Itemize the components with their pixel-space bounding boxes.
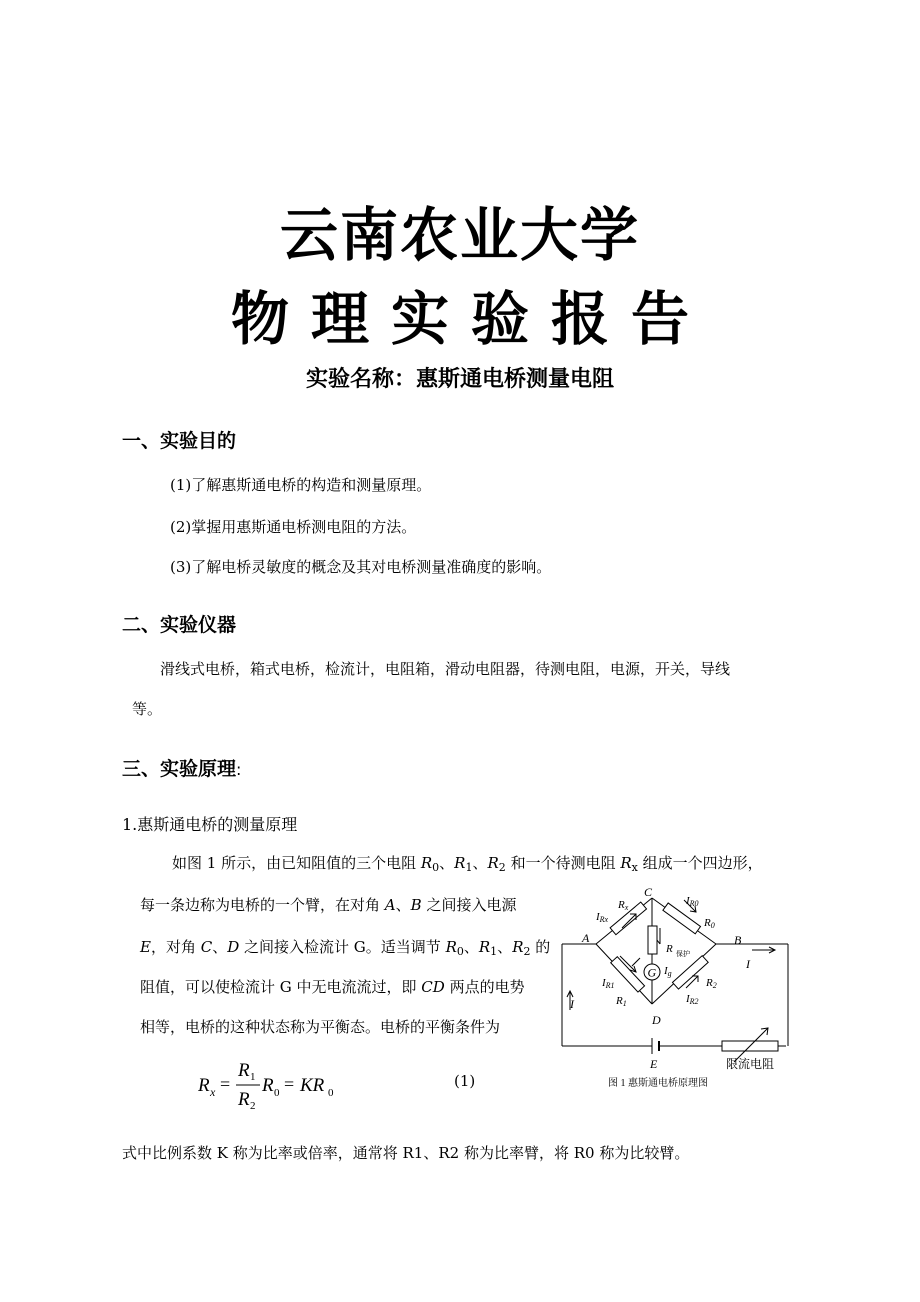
balance-equation xyxy=(198,1058,358,1110)
principle-line-4: 阻值，可以使检流计 G 中无电流流过，即 CD 两点的电势 xyxy=(140,978,525,996)
ir2-label: IR2 xyxy=(686,993,699,1006)
source-e-label: E xyxy=(650,1057,658,1071)
svg-text:2: 2 xyxy=(250,1100,256,1110)
line1-text-b: 和一个待测电阻 xyxy=(510,854,621,872)
university-title: 云南农业大学 xyxy=(279,201,640,269)
instruments-line-2: 等。 xyxy=(132,700,163,718)
svg-text:x: x xyxy=(210,1085,216,1099)
ig-label: Ig xyxy=(664,965,672,978)
figure-caption: 图 1 惠斯通电桥原理图 xyxy=(608,1078,708,1089)
protect-sub-label: 保护 xyxy=(676,950,690,958)
principle-subheading: 1.惠斯通电桥的测量原理 xyxy=(122,815,298,834)
svg-text:R: R xyxy=(262,1075,274,1096)
principle-footer: 式中比例系数 K 称为比率或倍率，通常将 R1、R2 称为比率臂，将 R0 称为比较臂。 xyxy=(122,1144,690,1162)
line2-text-b: 之间接入电源 xyxy=(421,896,517,914)
r1-label: R1 xyxy=(616,995,627,1008)
principle-line-1: 如图 1 所示，由已知阻值的三个电阻 $R_0$、$R_1$、$R_2$ 和一个待测电阻 $R_x$ 组成一个四边形， xyxy=(172,854,763,874)
ir0-label: IR0 xyxy=(686,895,699,908)
node-b-label: B xyxy=(734,933,742,947)
ir1-label: IR1 xyxy=(602,977,615,990)
purpose-item-2: (2)掌握用惠斯通电桥测电阻的方法。 xyxy=(170,518,417,536)
instruments-line-1: 滑线式电桥，箱式电桥，检流计，电阻箱，滑动电阻器，待测电阻，电源，开关，导线 xyxy=(160,660,731,678)
r2-label: R2 xyxy=(706,977,717,990)
line2-text-a: 每一条边称为电桥的一个臂，在对角 xyxy=(140,896,385,914)
bridge-diagram xyxy=(556,884,796,1094)
node-c-label: C xyxy=(644,885,653,899)
principle-line-2: 每一条边称为电桥的一个臂，在对角 A、B 之间接入电源 xyxy=(140,896,517,914)
instruments-heading: 二、实验仪器 xyxy=(122,614,237,636)
svg-text:0: 0 xyxy=(328,1087,334,1099)
svg-text:1: 1 xyxy=(250,1071,256,1083)
principle-heading-colon: : xyxy=(236,760,242,779)
principle-line-3: E，对角 C、D 之间接入检流计 G。适当调节 $R_0$、$R_1$、$R_2$ 的 xyxy=(140,938,551,958)
svg-text:=: = xyxy=(220,1074,231,1094)
line1-text-c: 组成一个四边形， xyxy=(642,854,763,872)
line1-text-a: 如图 1 所示，由已知阻值的三个电阻 xyxy=(172,854,421,872)
line3-text-a: ，对角 xyxy=(150,938,201,956)
r0-label: R0 xyxy=(704,917,715,930)
node-a-label: A xyxy=(582,931,590,945)
equation-svg xyxy=(198,1058,358,1110)
svg-text:R: R xyxy=(198,1075,210,1096)
line3-text-c: 的 xyxy=(530,938,551,956)
report-title: 物理实验报告 xyxy=(230,285,711,353)
line3-text-b: 之间接入检流计 G。适当调节 xyxy=(239,938,446,956)
svg-text:0: 0 xyxy=(274,1087,280,1099)
line4-text-b: 两点的电势 xyxy=(444,978,525,996)
principle-heading-text: 三、实验原理 xyxy=(122,758,237,780)
equation-number: (1) xyxy=(454,1072,476,1090)
svg-text:=: = xyxy=(284,1074,295,1094)
svg-text:R: R xyxy=(238,1060,250,1081)
principle-line-5: 相等，电桥的这种状态称为平衡态。电桥的平衡条件为 xyxy=(140,1018,501,1036)
principle-heading xyxy=(122,754,241,781)
rx-label: Rx xyxy=(618,899,629,912)
irx-label: IRx xyxy=(596,911,609,924)
galvanometer-label: G xyxy=(647,965,657,980)
node-d-label: D xyxy=(652,1013,661,1027)
experiment-name: 实验名称：惠斯通电桥测量电阻 xyxy=(305,367,614,392)
purpose-item-1: (1)了解惠斯通电桥的构造和测量原理。 xyxy=(170,476,432,494)
rprotect-label: R xyxy=(666,943,673,955)
current-i-left-label: I xyxy=(570,997,574,1011)
wheatstone-bridge-figure xyxy=(556,884,796,1094)
purpose-item-3: (3)了解电桥灵敏度的概念及其对电桥测量准确度的影响。 xyxy=(170,558,552,576)
limit-resistor-label: 限流电阻 xyxy=(726,1057,775,1071)
svg-text:R: R xyxy=(238,1089,250,1110)
current-i-right-label: I xyxy=(746,957,750,971)
svg-text:KR: KR xyxy=(300,1075,325,1096)
purpose-heading: 一、实验目的 xyxy=(122,430,237,452)
line4-text-a: 阻值，可以使检流计 G 中无电流流过，即 xyxy=(140,978,422,996)
